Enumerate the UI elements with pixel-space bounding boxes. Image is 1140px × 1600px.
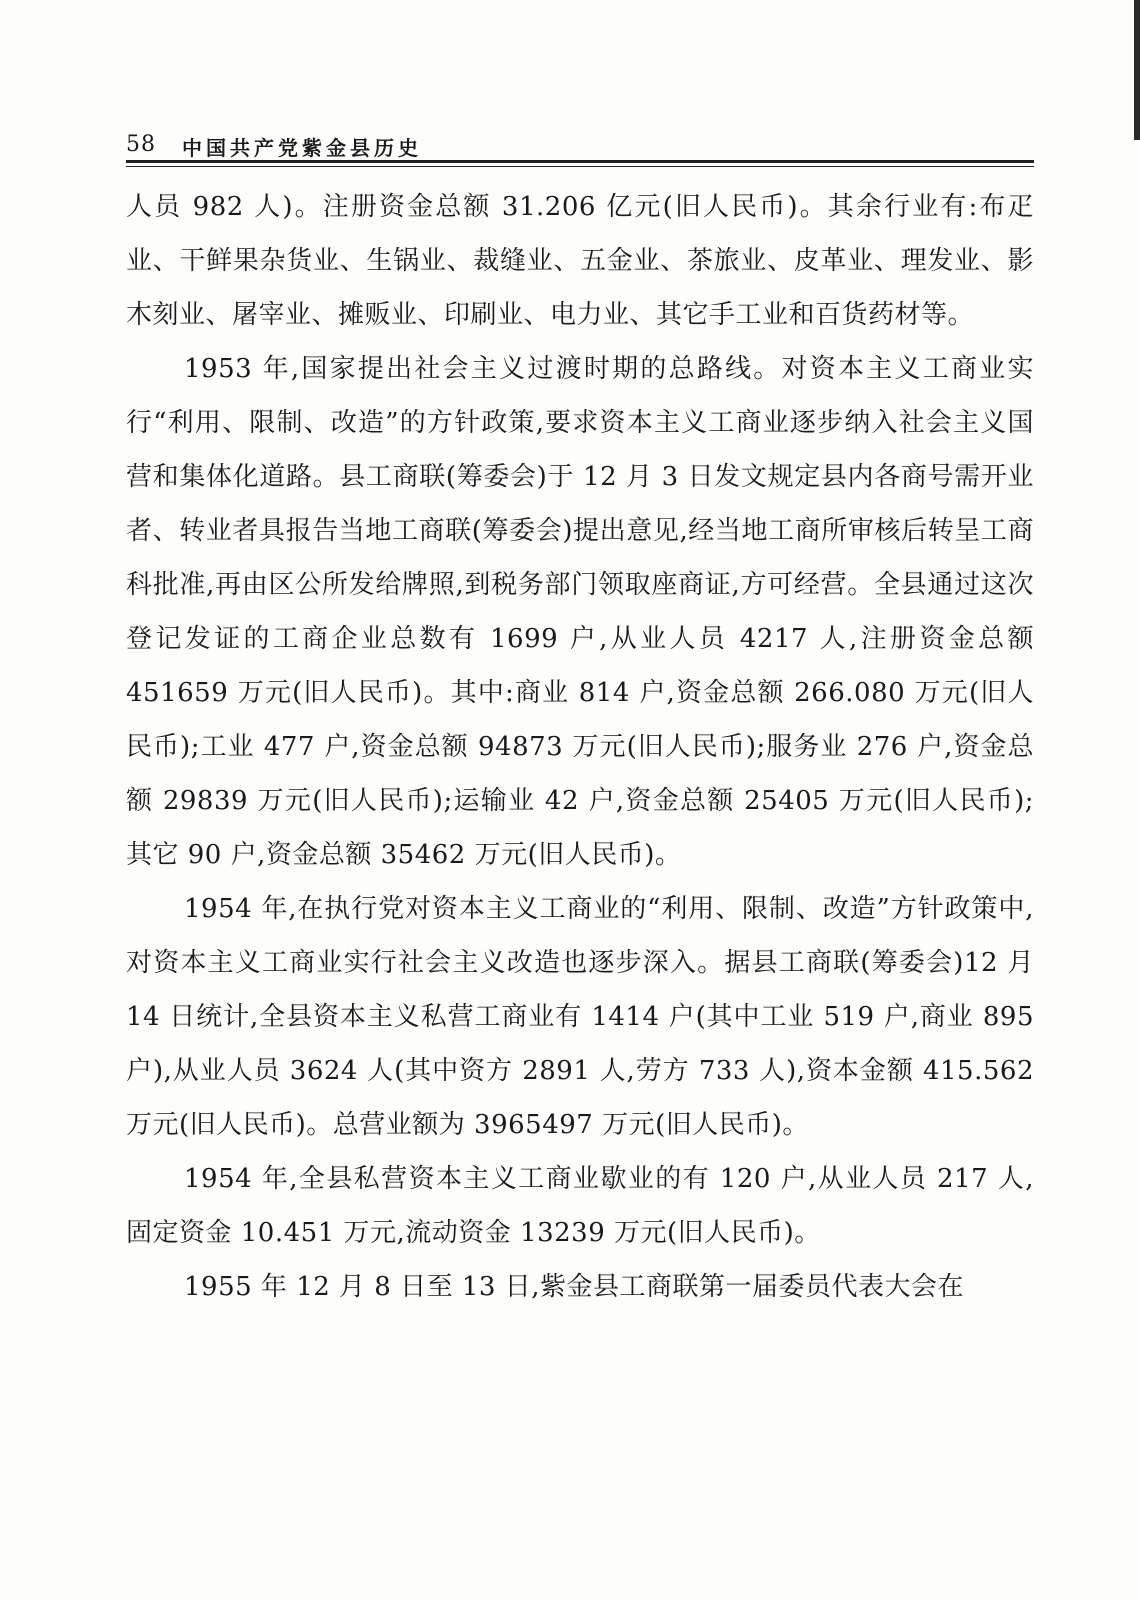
page-number: 58: [126, 132, 156, 157]
paragraph-1954-reform: 1954 年,在执行党对资本主义工商业的“利用、限制、改造”方针政策中,对资本主义工商业实行社会主义改造也逐步深入。据县工商联(筹委会)12 月 14 日统计,全县资本主义私营工商业有 1414 户(其中工业 519 户,商业 895 户),从业人员 3624 人(其中资方 2891 人,劳方 733 人),资本金额 415.562 万元(旧人民币)。总营业额为 3965497 万元(旧人民币)。: [126, 894, 1034, 1140]
paragraph-continued: 人员 982 人)。注册资金总额 31.206 亿元(旧人民币)。其余行业有:布疋业、干鲜果杂货业、生锅业、裁缝业、五金业、茶旅业、皮革业、理发业、影木刻业、屠宰业、摊贩业、印刷业、电力业、其它手工业和百货药材等。: [126, 192, 1034, 330]
body-text: [126, 180, 1034, 1314]
paragraph-1954-closures: 1954 年,全县私营资本主义工商业歇业的有 120 户,从业人员 217 人,固定资金 10.451 万元,流动资金 13239 万元(旧人民币)。: [126, 1164, 1034, 1248]
header-rule-thin: [126, 166, 1034, 167]
running-title: 中国共产党紫金县历史: [182, 136, 422, 160]
paragraph-1955: 1955 年 12 月 8 日至 13 日,紫金县工商联第一届委员代表大会在: [184, 1272, 964, 1302]
header-rule-thick: [126, 160, 1034, 163]
paragraph-1953: 1953 年,国家提出社会主义过渡时期的总路线。对资本主义工商业实行“利用、限制、改造”的方针政策,要求资本主义工商业逐步纳入社会主义国营和集体化道路。县工商联(筹委会)于 12 月 3 日发文规定县内各商号需开业者、转业者具报告当地工商联(筹委会)提出意见,经当地工商所审核后转呈工商科批准,再由区公所发给牌照,到税务部门领取座商证,方可经营。全县通过这次登记发证的工商企业总数有 1699 户,从业人员 4217 人,注册资金总额 451659 万元(旧人民币)。其中:商业 814 户,资金总额 266.080 万元(旧人民币);工业 477 户,资金总额 94873 万元(旧人民币);服务业 276 户,资金总额 29839 万元(旧人民币);运输业 42 户,资金总额 25405 万元(旧人民币);其它 90 户,资金总额 35462 万元(旧人民币)。: [126, 354, 1034, 870]
scan-edge-shadow: [1134, 0, 1140, 140]
